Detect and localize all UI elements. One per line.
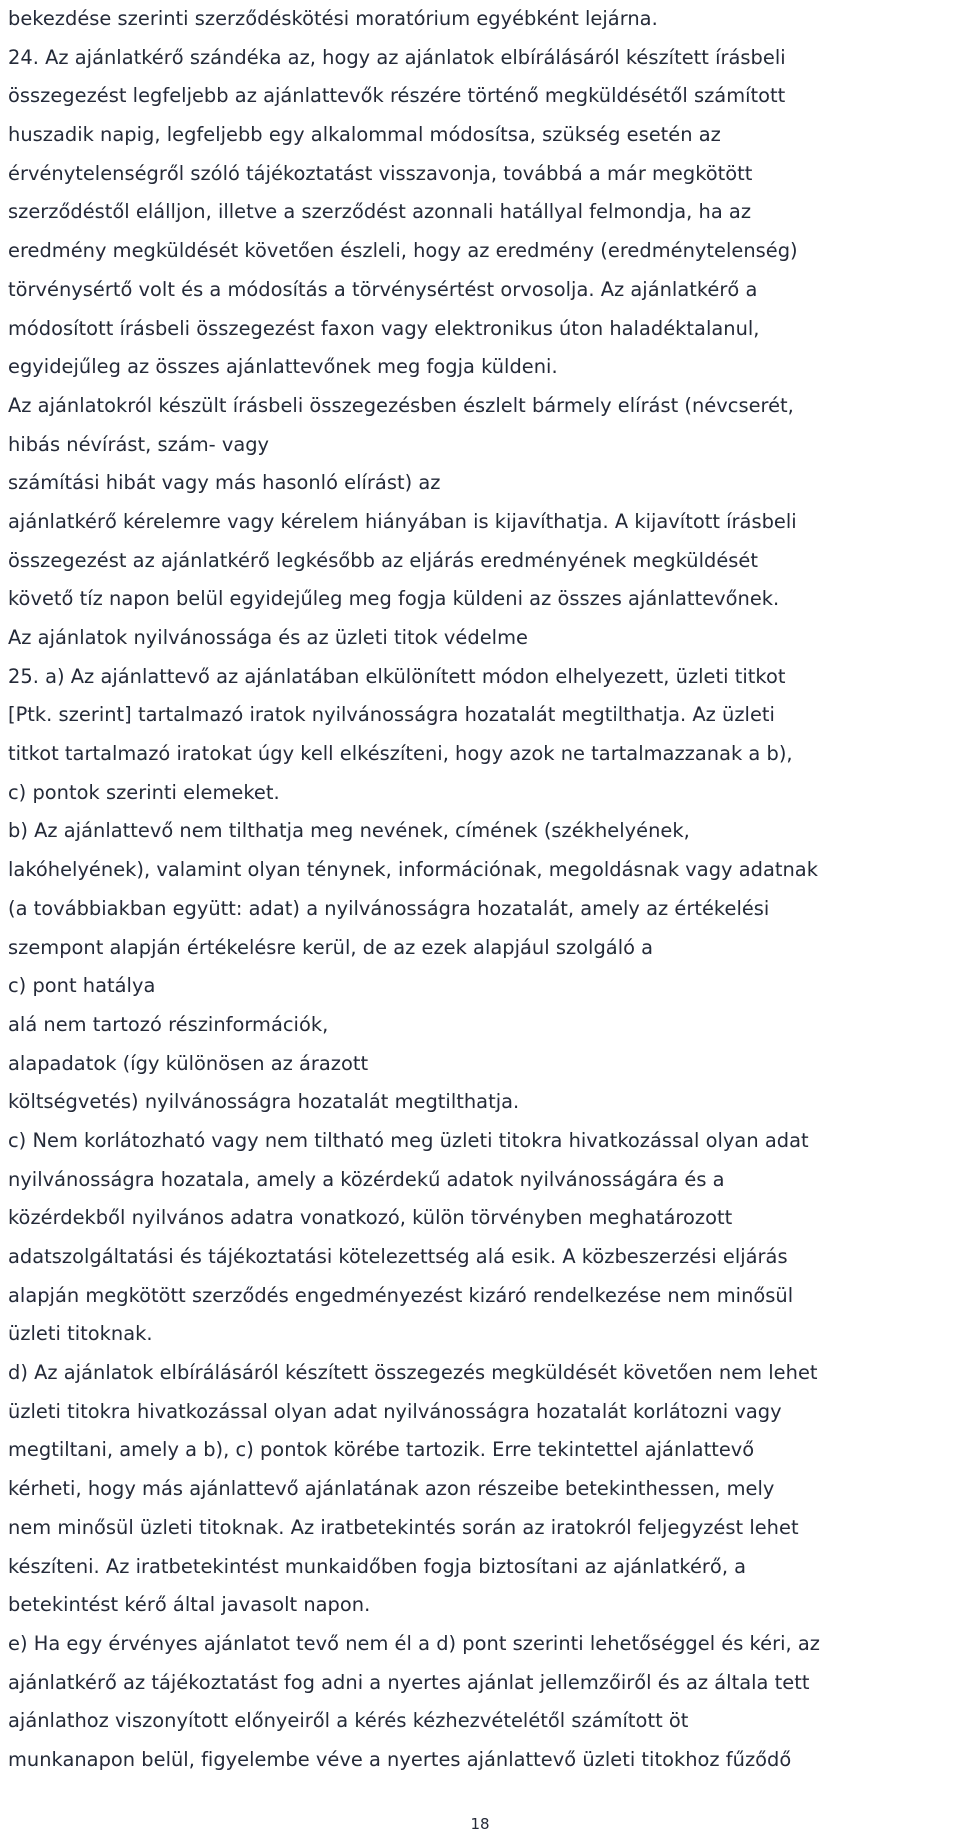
text-line: (a továbbiakban együtt: adat) a nyilvánosságra hozatalát, amely az értékelési — [8, 896, 770, 920]
text-line: módosított írásbeli összegezést faxon vagy elektronikus úton haladéktalanul, — [8, 316, 760, 340]
text-line: c) pontok szerinti elemeket. — [8, 780, 280, 804]
text-line: érvénytelenségről szóló tájékoztatást visszavonja, továbbá a már megkötött — [8, 161, 753, 185]
text-line: szerződéstől elálljon, illetve a szerződést azonnali hatállyal felmondja, ha az — [8, 200, 752, 224]
text-line: egyidejűleg az összes ajánlattevőnek meg fogja küldeni. — [8, 355, 558, 379]
text-line: törvénysértő volt és a módosítás a törvénysértést orvosolja. Az ajánlatkérő a — [8, 277, 758, 301]
text-line: alapadatok (így különösen az árazott — [8, 1051, 369, 1075]
text-line: d) Az ajánlatok elbírálásáról készített összegezés megküldését követően nem lehet — [8, 1361, 818, 1385]
text-line: Az ajánlatokról készült írásbeli összegezésben észlelt bármely elírást (névcserét, — [8, 393, 794, 417]
text-line: alapján megkötött szerződés engedményezést kizáró rendelkezése nem minősül — [8, 1283, 794, 1307]
text-line: összegezést legfeljebb az ajánlattevők részére történő megküldésétől számított — [8, 84, 786, 108]
text-line: eredmény megküldését követően észleli, hogy az eredmény (eredménytelenség) — [8, 239, 798, 263]
text-line: hibás névírást, szám- vagy — [8, 432, 270, 456]
text-line: munkanapon belül, figyelembe véve a nyertes ajánlattevő üzleti titokhoz fűződő — [8, 1747, 792, 1771]
text-line: költségvetés) nyilvánosságra hozatalát megtilthatja. — [8, 1090, 520, 1114]
text-line: lakóhelyének), valamint olyan ténynek, információnak, megoldásnak vagy adatnak — [8, 858, 818, 882]
text-line: betekintést kérő által javasolt napon. — [8, 1593, 371, 1617]
body-text — [8, 0, 958, 1780]
text-line: huszadik napig, legfeljebb egy alkalommal módosítsa, szükség esetén az — [8, 123, 721, 147]
text-line: kérheti, hogy más ajánlattevő ajánlatának azon részeibe betekinthessen, mely — [8, 1477, 775, 1501]
text-line: ajánlatkérő kérelemre vagy kérelem hiányában is kijavíthatja. A kijavított írásbeli — [8, 509, 797, 533]
text-line: készíteni. Az iratbetekintést munkaidőben fogja biztosítani az ajánlatkérő, a — [8, 1554, 747, 1578]
text-line: szempont alapján értékelésre kerül, de az ezek alapjául szolgáló a — [8, 935, 654, 959]
text-line: bekezdése szerinti szerződéskötési moratórium egyébként lejárna. — [8, 7, 658, 30]
text-line: nem minősül üzleti titoknak. Az iratbetekintés során az iratokról feljegyzést lehet — [8, 1515, 799, 1539]
text-line: 24. Az ajánlatkérő szándéka az, hogy az ajánlatok elbírálásáról készített írásbeli — [8, 45, 786, 69]
text-line: adatszolgáltatási és tájékoztatási kötelezettség alá esik. A közbeszerzési eljárás — [8, 1245, 788, 1268]
text-line: [Ptk. szerint] tartalmazó iratok nyilvánosságra hozatalát megtilthatja. Az üzleti — [8, 703, 775, 727]
text-line: e) Ha egy érvényes ajánlatot tevő nem él a d) pont szerinti lehetőséggel és kéri, az — [8, 1631, 820, 1655]
text-line: megtiltani, amely a b), c) pontok körébe tartozik. Erre tekintettel ajánlattevő — [8, 1438, 755, 1462]
text-line: számítási hibát vagy más hasonló elírást) az — [8, 471, 441, 495]
text-line: 25. a) Az ajánlattevő az ajánlatában elkülönített módon elhelyezett, üzleti titkot — [8, 664, 786, 688]
text-line: üzleti titokra hivatkozással olyan adat nyilvánosságra hozatalát korlátozni vagy — [8, 1399, 782, 1423]
text-line: b) Az ajánlattevő nem tilthatja meg nevének, címének (székhelyének, — [8, 819, 690, 843]
text-line: közérdekből nyilvános adatra vonatkozó, külön törvényben meghatározott — [8, 1206, 733, 1230]
page-number: 18 — [470, 1815, 490, 1833]
text-line: követő tíz napon belül egyidejűleg meg fogja küldeni az összes ajánlattevőnek. — [8, 587, 780, 611]
text-line: üzleti titoknak. — [8, 1322, 153, 1346]
text-line: ajánlatkérő az tájékoztatást fog adni a nyertes ajánlat jellemzőiről és az általa tett — [8, 1670, 810, 1694]
text-line: összegezést az ajánlatkérő legkésőbb az eljárás eredményének megküldését — [8, 548, 758, 572]
text-line: titkot tartalmazó iratokat úgy kell elkészíteni, hogy azok ne tartalmazzanak a b), — [8, 742, 793, 766]
text-line: nyilvánosságra hozatala, amely a közérdekű adatok nyilvánosságára és a — [8, 1167, 725, 1191]
text-line: ajánlathoz viszonyított előnyeiről a kérés kézhezvételétől számított öt — [8, 1709, 689, 1733]
text-line: c) pont hatálya — [8, 974, 156, 998]
text-line: Az ajánlatok nyilvánossága és az üzleti titok védelme — [8, 626, 528, 649]
text-line: alá nem tartozó részinformációk, — [8, 1012, 329, 1036]
text-line: c) Nem korlátozható vagy nem tiltható meg üzleti titokra hivatkozással olyan adat — [8, 1128, 809, 1152]
